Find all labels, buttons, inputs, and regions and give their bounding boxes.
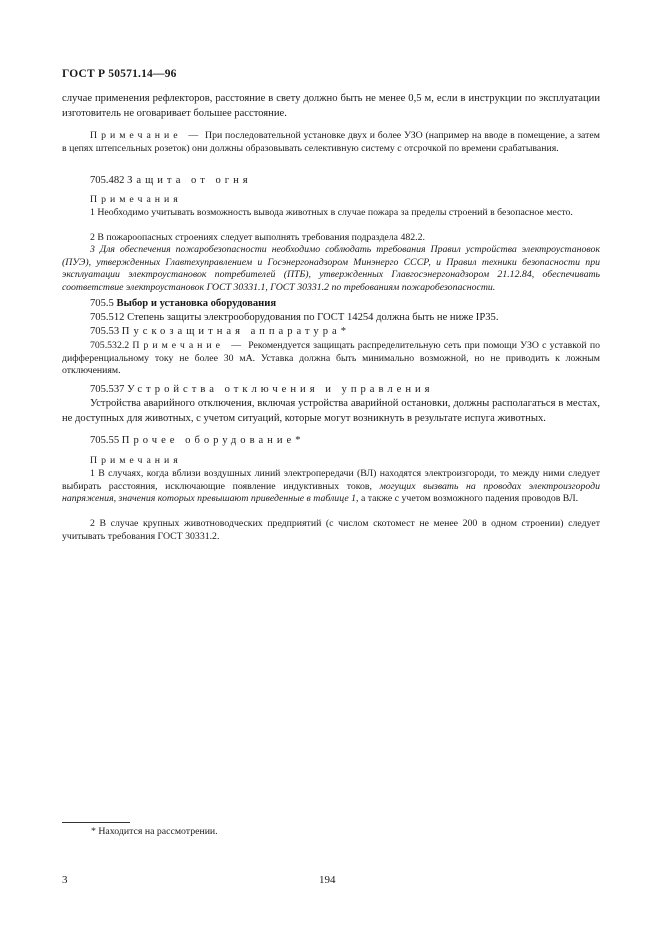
section-title: Прочее оборудование* bbox=[121, 435, 305, 446]
paragraph-continued: случае применения рефлекторов, расстояние в свету должно быть не менее 0,5 м, если в инструкции по эксплуатации изготовитель не оговаривает большее расстояние. bbox=[62, 93, 600, 119]
note-uzo bbox=[62, 130, 600, 155]
section-705-5-heading bbox=[62, 297, 600, 312]
section-number: 705.5 bbox=[90, 298, 114, 309]
section-705-55-heading bbox=[62, 434, 600, 449]
page-number-center: 194 bbox=[319, 874, 336, 886]
section-number: 705.537 bbox=[90, 384, 125, 395]
section-title: Защита от огня bbox=[127, 175, 252, 186]
note-482-3: 3 Для обеспечения пожаробезопасности необходимо соблюдать требования Правил устройства электроустановок (ПУЭ), утвержденных Главтехуправлением и Госэнергонадзором Минэнерго СССР, и Правил техники безопасности при эксплуатации электроустановок потребителей (ПТБ), утвержденных Главгосэнергонадзором 21.12.84, обеспечивать соответствие электроустановок ГОСТ 30331.1, ГОСТ 30331.2 по требованиям пожаробезопасности. bbox=[62, 244, 600, 293]
note-482-2: 2 В пожароопасных строениях следует выполнять требования подраздела 482.2. bbox=[90, 232, 425, 243]
page-number-left: 3 bbox=[62, 874, 68, 886]
section-number: 705.482 bbox=[90, 175, 125, 186]
note-text: 1 В случаях, когда вблизи воздушных линий электропередачи (ВЛ) находятся электроизгороди, то между ними следует выбирать расстояния, исключающие появление индуктивных токов, bbox=[62, 468, 600, 492]
section-705-537-heading bbox=[62, 383, 600, 398]
footnote: * Находится на рассмотрении. bbox=[91, 826, 218, 837]
note-705-532-2 bbox=[62, 340, 600, 378]
footnote-divider bbox=[62, 822, 130, 823]
note-text: а также с учетом возможного падения проводов ВЛ. bbox=[360, 493, 579, 505]
notes-label: Примечания bbox=[90, 455, 182, 466]
section-705-53-heading bbox=[62, 325, 600, 340]
clause-705-512: 705.512 Степень защиты электрооборудования по ГОСТ 14254 должна быть не ниже IP35. bbox=[90, 312, 499, 323]
note-482-1: 1 Необходимо учитывать возможность вывода животных в случае пожара за пределы строений в безопасное место. bbox=[90, 207, 573, 218]
document-header: ГОСТ Р 50571.14—96 bbox=[62, 68, 177, 80]
note-705-55-1 bbox=[62, 468, 600, 506]
note-label: Примечание — bbox=[132, 340, 245, 351]
section-title: Выбор и установка оборудования bbox=[116, 298, 277, 309]
notes-label: Примечания bbox=[90, 194, 182, 205]
note-text-italic: могущих вызвать на проводах электроизгороди напряжения, значения которых превышают приведенные в таблице 1, bbox=[62, 480, 600, 505]
section-number: 705.53 bbox=[90, 326, 120, 337]
section-number: 705.532.2 bbox=[90, 340, 130, 351]
note-text: При последовательной установке двух и более УЗО (например на вводе в помещение, а затем в цепях штепсельных розеток) они должны образовывать селективную систему с отсрочкой по времени срабатывания. bbox=[62, 130, 600, 154]
section-title: Устройства отключения и управления bbox=[127, 384, 434, 395]
note-text: Рекомендуется защищать распределительную сеть при помощи УЗО с уставкой по дифференциальному току не более 30 мА. Уставка должна быть минимально возможной, но не приводить к ложным отключениям. bbox=[62, 340, 600, 377]
section-title: Пускозащитная аппаратура* bbox=[121, 326, 350, 337]
note-label: Примечание — bbox=[90, 130, 203, 141]
section-705-482-heading bbox=[62, 174, 600, 189]
note-705-55-2: 2 В случае крупных животноводческих предприятий (с числом скотомест не менее 200 в одном строении) следует учитывать требования ГОСТ 30331.2. bbox=[62, 518, 600, 542]
clause-705-537-text: Устройства аварийного отключения, включая устройства аварийной остановки, должны располагаться в местах, не доступных для животных, с учетом ситуаций, которые могут возникнуть в результате испуга животных. bbox=[62, 398, 600, 424]
section-number: 705.55 bbox=[90, 435, 120, 446]
